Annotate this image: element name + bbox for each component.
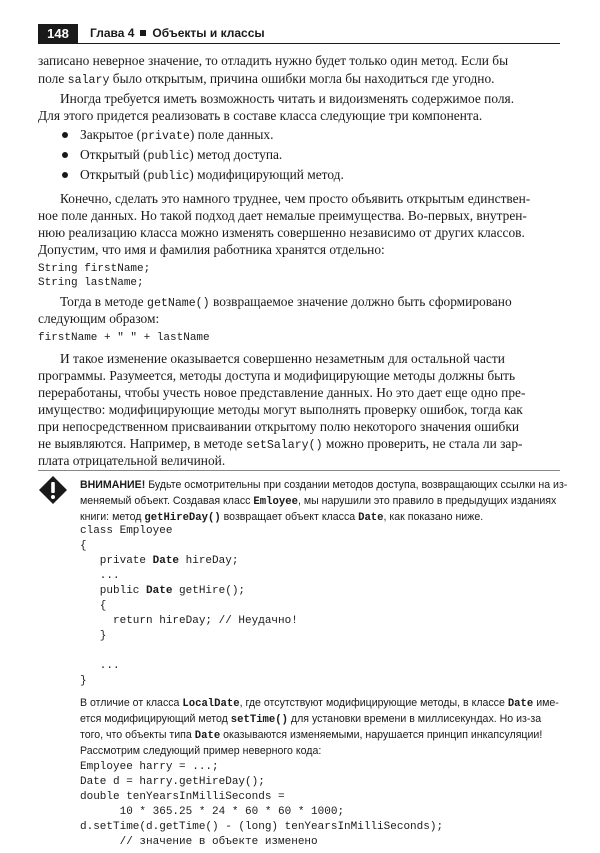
code-line: ... [80,660,120,672]
square-bullet-icon [140,30,146,36]
note-line: меняемый объект. Создавая класс Emloyee, мы нарушили это правило в предыдущих изданиях [80,495,557,508]
code-line: } [80,630,107,642]
text-line: И такое изменение оказывается совершенно незаметным для остальной части [60,351,505,366]
text-line: Конечно, сделать это намного труднее, чем просто объявить открытым единствен- [60,191,531,206]
text-line: Иногда требуется иметь возможность читать и видоизменять содержимое поля. [60,91,515,106]
text-line: Для этого придется реализовать в составе класса следующие три компонента. [38,108,483,123]
chapter-label: Глава 4 [90,26,135,40]
warning-icon [38,475,68,505]
code-line: 10 * 365.25 * 24 * 60 * 60 * 1000; [80,806,345,818]
list-item: Закрытое (private) поле данных. [80,127,274,143]
code-line: ... [80,570,120,582]
text-line: ное поле данных. Но такой подход дает немалые преимущества. Во-первых, внутрен- [38,208,527,223]
code-line: { [80,600,107,612]
note-line: В отличие от класса LocalDate, где отсутствуют модифицирующие методы, в классе Date име- [80,697,559,710]
text-line: записано неверное значение, то отладить нужно будет только один метод. Если бы [38,53,509,68]
text-line: не выявляются. Например, в методе setSalary() можно проверить, не стала ли зар- [38,436,523,452]
list-item: Открытый (public) модифицирующий метод. [80,167,344,183]
code-line: firstName + " " + lastName [38,332,210,344]
bullet-icon [62,172,68,178]
text-line: имущество: модифицирующие методы могут выполнять проверку ошибок, тогда как [38,402,523,417]
bullet-icon [62,132,68,138]
page-number: 148 [38,24,78,43]
chapter-title: Объекты и классы [152,26,265,40]
note-line: того, что объекты типа Date оказываются изменяемыми, нарушается принцип инкапсуляции! [80,729,543,742]
note-line: Рассмотрим следующий пример неверного кода: [80,745,322,757]
code-line: private Date hireDay; [80,555,239,567]
code-line: } [80,675,87,687]
text-line: Допустим, что имя и фамилия работника хранятся отдельно: [38,242,385,257]
text-line: Тогда в методе getName() возвращаемое значение должно быть сформировано [60,294,512,310]
text-line: нюю реализацию класса можно изменять совершенно независимо от других классов. [38,225,525,240]
list-item: Открытый (public) метод доступа. [80,147,283,163]
code-line: String lastName; [38,277,144,289]
code-line: // значение в объекте изменено [80,836,318,848]
bullet-icon [62,152,68,158]
note-line: ется модифицирующий метод setTime() для установки времени в миллисекундах. Но из-за [80,713,542,726]
text-line: переработаны, чтобы учесть новое представление данных. Но это дает еще одно пре- [38,385,526,400]
note-line: ВНИМАНИЕ! Будьте осмотрительны при создании методов доступа, возвращающих ссылки на из- [80,479,568,491]
code-line: Date d = harry.getHireDay(); [80,776,265,788]
code-line: return hireDay; // Неудачно! [80,615,298,627]
code-line: d.setTime(d.getTime() - (long) tenYearsInMilliSeconds); [80,821,444,833]
code-line: String firstName; [38,263,151,275]
text-line: программы. Разумеется, методы доступа и модифицирующие методы должны быть [38,368,516,383]
running-head [90,25,265,42]
code-line: public Date getHire(); [80,585,246,597]
text-line: плата отрицательной величиной. [38,453,226,468]
text-line: следующим образом: [38,311,160,326]
note-line: книги: метод getHireDay() возвращает объект класса Date, как показано ниже. [80,511,484,524]
warning-label: ВНИМАНИЕ! [80,479,146,491]
code-line: { [80,540,87,552]
page-header [38,24,560,44]
code-line: double tenYearsInMilliSeconds = [80,791,285,803]
text-line: при непосредственном присваивании открытому полю некоторого значения ошибки [38,419,520,434]
code-line: class Employee [80,525,173,537]
text-line: поле salary было открытым, причина ошибки могла бы находиться где угодно. [38,71,495,87]
code-line: Employee harry = ...; [80,761,219,773]
